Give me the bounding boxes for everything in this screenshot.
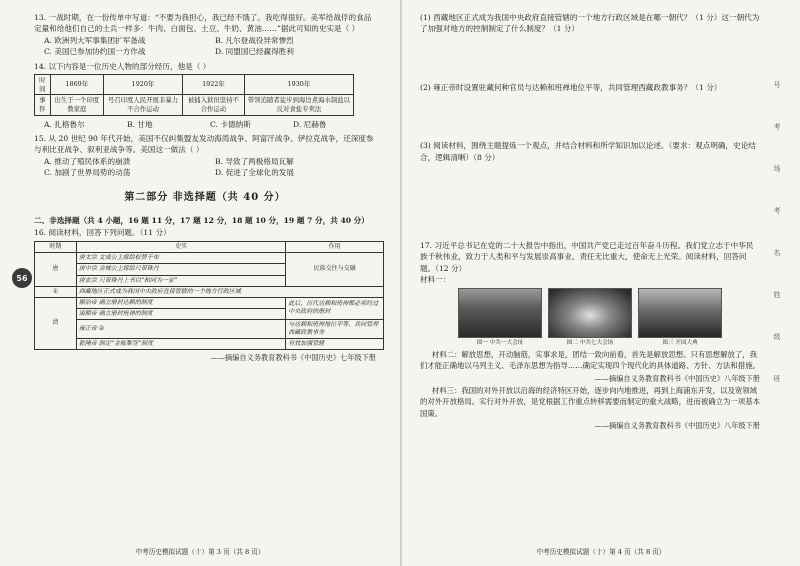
photo-image [638, 288, 722, 338]
q15-options [44, 156, 376, 179]
table-period-cell: ① [35, 286, 77, 297]
table-cell: 唐中宗 金城公主嫁给尺带珠丹 [76, 264, 285, 275]
photo-image [458, 288, 542, 338]
table-cell: 唐太宗 文成公主嫁给松赞干布 [76, 253, 285, 264]
table-header-cell: 史实 [76, 242, 285, 253]
q15-stem: 15. 从 20 世纪 90 年代开始，美国不仅纠集盟友发动海湾战争、阿富汗战争、伊拉克战争，还深度参与利比亚战争、叙利亚战争等。美国这一做法（ ） [34, 133, 374, 155]
q16-part-1: (1) 西藏地区正式成为我国中央政府直接管辖的一个地方行政区域是在哪一朝代？（1 分）这一朝代为了加强对地方的控制制定了什么制度？（1 分） [420, 13, 760, 34]
answer-space[interactable] [420, 38, 760, 82]
margin-mark: 考 [773, 123, 781, 131]
q13-option-c[interactable]: C. 美国已参加协约国一方作战 [44, 47, 146, 57]
question-15 [34, 133, 376, 179]
q16-stem: 16. 阅读材料，回答下列问题。（11 分） [34, 227, 171, 237]
table-cell: 西藏地区正式成为我国中央政府直接管辖的一个地方行政区域 [76, 286, 383, 297]
margin-mark: 场 [773, 165, 781, 173]
q14-table [34, 74, 354, 116]
photo-figure-2 [548, 288, 632, 347]
table-header-cell: 1869年 [50, 74, 103, 94]
q14-option-a[interactable]: A. 扎格鲁尔 [44, 119, 85, 129]
q16-table [34, 241, 384, 350]
q16-part-2: (2) 雍正帝时设置驻藏何种官员与达赖和班禅地位平等，共同管理西藏政教事务？（1 分） [420, 82, 722, 92]
photo-caption: 图二 中共七大会场 [566, 339, 614, 346]
q16-source: ——摘编自义务教育教科书《中国历史》七年级下册 [210, 353, 376, 363]
q15-option-b[interactable]: B. 导致了两极格局瓦解 [215, 156, 294, 166]
material-3: 材料三：我国的对外开放以沿海的经济特区开始，逐步向内地推进，再到上海浦东开发，以及宽领域的对外开放格局。实行对外开放，是党根据工作重点转移需要而制定的重大战略，进而被确立为一项基本国策。 [420, 385, 760, 418]
q14-option-d[interactable]: D. 尼赫鲁 [293, 119, 327, 129]
table-row [35, 95, 354, 115]
table-cell: 乾隆帝 制定“金瓶掣签”制度 [76, 339, 285, 350]
table-cell: 号召印度人民开展非暴力不合作运动 [103, 95, 182, 115]
material-2: 材料二：解放思想，开动脑筋，实事求是，团结一致向前看，首先是解放思想。只有思想解放了，我们才能正确地以马列主义、毛泽东思想为指导……确定实现四个现代化的具体道路、方针、方法和措施。 [420, 349, 760, 371]
margin-mark: 姓 [773, 291, 781, 299]
q14-options [44, 119, 376, 130]
q14-stem: 14. 以下内容是一位历史人物的部分经历，他是（ ） [34, 61, 211, 71]
question-17 [420, 240, 760, 432]
photo-figure-3 [638, 288, 722, 347]
q14-option-b[interactable]: B. 甘地 [127, 119, 153, 129]
material-1-photos [458, 288, 760, 347]
table-header-cell: 1930年 [244, 74, 353, 94]
q15-option-a[interactable]: A. 推动了殖民体系的崩溃 [44, 156, 131, 166]
photo-image [548, 288, 632, 338]
margin-mark: 名 [773, 249, 781, 257]
material-1-label: 材料一： [420, 275, 451, 285]
table-row [35, 286, 384, 297]
material-2-source: ——摘编自义务教育教科书《中国历史》八年级下册 [594, 373, 760, 383]
table-effect-cell: 民族交往与交融 [286, 253, 384, 286]
table-effect-cell: 与达赖和班禅地位平等，共同管理西藏政教事务 [286, 319, 384, 338]
answer-space[interactable] [420, 166, 760, 240]
table-row [35, 319, 384, 338]
question-14 [34, 61, 376, 130]
right-footer: 中考历史模拟试题（十）第 4 页（共 8 页） [536, 548, 666, 557]
table-cell: 康熙帝 确立册封班禅的制度 [76, 308, 285, 319]
table-effect-cell: 有效加强管辖 [286, 339, 384, 350]
table-header-cell: 1920年 [103, 74, 182, 94]
q16-part-3: (3) 阅读材料，围绕主题提炼一个观点，并结合材料和所学知识加以论述。（要求：观点明确，史论结合，逻辑清晰）（8 分） [420, 141, 756, 162]
table-cell: 唐玄宗 尺带珠丹上书以“和同为一家” [76, 275, 285, 286]
table-cell: 雍正帝 ② [76, 319, 285, 338]
answer-space[interactable] [420, 96, 760, 140]
q14-option-c[interactable]: C. 卡德纳斯 [210, 119, 251, 129]
table-cell: 被捕入狱但坚持不合作运动 [183, 95, 245, 115]
margin-mark: 考 [773, 207, 781, 215]
margin-mark: 班 [773, 375, 781, 383]
table-period-cell: 清 [35, 297, 77, 349]
table-header-cell: 作用 [286, 242, 384, 253]
table-effect-cell: 此后，历代达赖和班禅都必须经过中央政府的册封 [286, 297, 384, 319]
section-title: 第二部分 非选择题（共 40 分） [124, 192, 286, 204]
q13-option-b[interactable]: B. 凡尔登战役异常惨烈 [215, 35, 294, 45]
binding-margin-labels [772, 80, 782, 384]
table-header-cell: 时期 [35, 242, 77, 253]
q17-stem: 17. 习近平总书记在党的二十大报告中指出，中国共产党已走过百年奋斗历程。我们党立志于中华民族千秋伟业，致力于人类和平与发展崇高事业，责任无比重大，使命无上光荣。阅读材料，回答问题。（12 分） [420, 240, 754, 273]
q13-option-d[interactable]: D. 同盟国已经赢得胜利 [215, 47, 294, 57]
q13-stem: 13. 一战时期，在一份传单中写道：“不要为我担心，我已经不饿了。我吃得很好。美军给战俘的食品定量和给他们自己的士兵一样多：牛肉、白面包、土豆、牛奶、黄油……”据此可知的史实是（ ） [34, 13, 372, 34]
q13-option-a[interactable]: A. 欧洲列大军事集团扩军备战 [44, 35, 146, 45]
table-period-cell: 唐 [35, 253, 77, 286]
left-footer: 中考历史模拟试题（十）第 3 页（共 8 页） [135, 548, 265, 557]
table-row [35, 339, 384, 350]
margin-mark: 级 [773, 333, 781, 341]
table-row-label: 事件 [35, 95, 51, 115]
table-row [35, 253, 384, 264]
table-cell: 顺治帝 确立册封达赖的制度 [76, 297, 285, 308]
table-header-cell: 时间 [35, 74, 51, 94]
right-page [402, 0, 800, 566]
table-header-cell: 1922年 [183, 74, 245, 94]
page-number-badge: 56 [12, 268, 32, 288]
photo-caption: 图一 中共一大会址 [476, 339, 524, 346]
material-3-source: ——摘编自义务教育教科书《中国历史》八年级下册 [594, 421, 760, 431]
table-row [35, 74, 354, 94]
photo-caption: 图三 开国大典 [662, 339, 698, 346]
table-cell: 出生于一个印度教家庭 [50, 95, 103, 115]
q13-options [44, 35, 376, 58]
photo-figure-1 [458, 288, 542, 347]
part2-header: 二、非选择题（共 4 小题，16 题 11 分，17 题 12 分，18 题 10 分，19 题 7 分，共 40 分） [34, 216, 369, 226]
margin-mark: 号 [773, 81, 781, 89]
question-13 [34, 12, 376, 58]
table-cell: 带领追随者徒步到海边煮海水制盐以反对食盐专卖法 [244, 95, 353, 115]
q15-option-d[interactable]: D. 促进了全球化的发展 [215, 168, 294, 178]
question-16 [34, 227, 379, 364]
table-row [35, 242, 384, 253]
q15-option-c[interactable]: C. 加剧了世界局势的动荡 [44, 168, 131, 178]
table-row [35, 297, 384, 308]
